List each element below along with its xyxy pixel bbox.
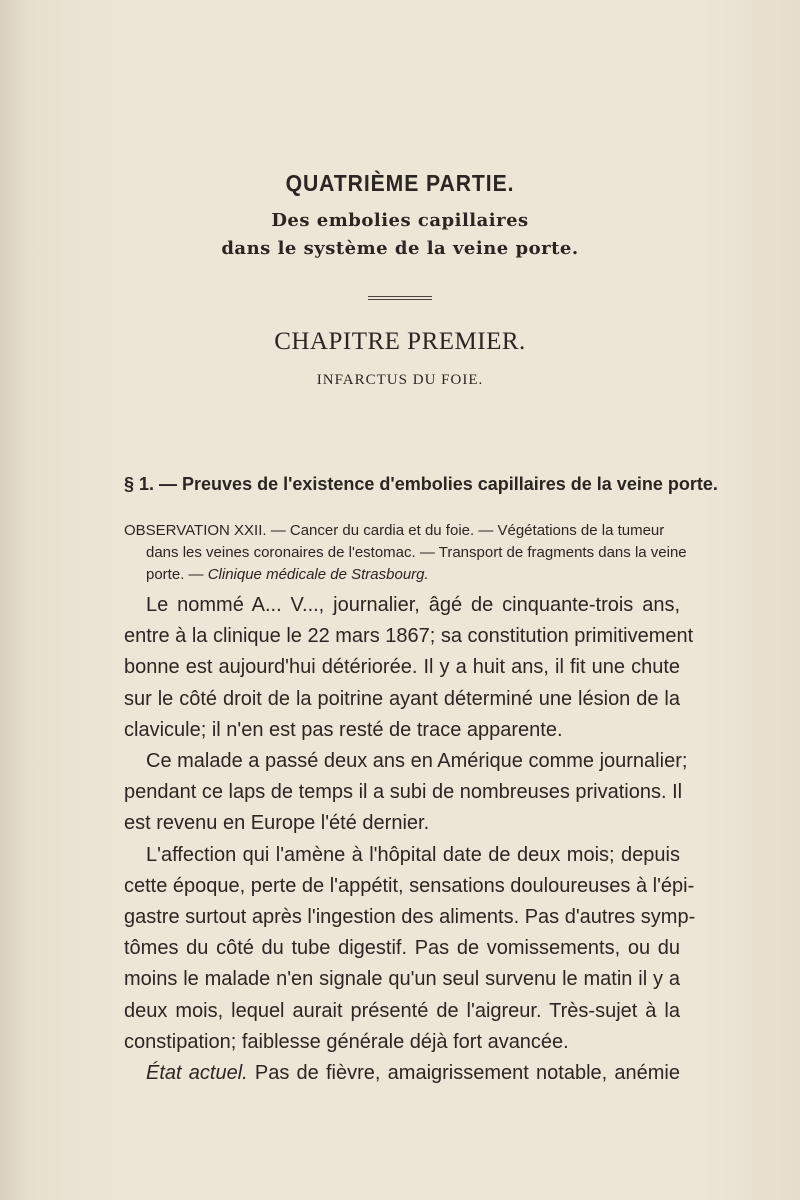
body-text: [124, 590, 696, 1089]
body-line: clavicule; il n'en est pas resté de trace apparente.: [124, 718, 563, 741]
subtitle-line-2: dans le système de la veine porte.: [221, 238, 579, 259]
observation-label: OBSERVATION XXII.: [124, 522, 267, 539]
observation-line-3-text: porte. —: [146, 566, 208, 583]
observation-source: Clinique médicale de Strasbourg.: [207, 566, 429, 583]
body-line: moins le malade n'en signale qu'un seul survenu le matin il y a: [124, 968, 680, 991]
body-line: est revenu en Europe l'été dernier.: [124, 812, 430, 835]
body-line: constipation; faiblesse générale déjà fort avancée.: [124, 1030, 569, 1053]
body-line: bonne est aujourd'hui détériorée. Il y a huit ans, il fit une chute: [124, 656, 680, 679]
observation-summary: [124, 520, 687, 586]
body-line-last-text: Pas de fièvre, amaigrissement notable, anémie: [247, 1062, 680, 1085]
body-line: cette époque, perte de l'appétit, sensations douloureuses à l'épi-: [124, 874, 695, 897]
observation-line-3: [124, 564, 684, 586]
etat-actuel-label: État actuel.: [146, 1062, 248, 1085]
body-line: L'affection qui l'amène à l'hôpital date de deux mois; depuis: [146, 843, 680, 866]
body-line-last: [124, 1058, 680, 1089]
separator-rule: [368, 296, 432, 300]
chapter-title: CHAPITRE PREMIER.: [274, 328, 526, 355]
observation-line-1-text: — Cancer du cardia et du foie. — Végétations de la tumeur: [266, 522, 665, 539]
body-line: entre à la clinique le 22 mars 1867; sa constitution primitivement: [124, 625, 694, 648]
subtitle-line-1: Des embolies capillaires: [271, 210, 529, 231]
body-line: tômes du côté du tube digestif. Pas de vomissements, ou du: [124, 937, 680, 960]
observation-line-1: [124, 520, 684, 542]
body-line: sur le côté droit de la poitrine ayant déterminé une lésion de la: [124, 687, 680, 710]
body-line: Ce malade a passé deux ans en Amérique comme journalier;: [146, 750, 688, 773]
chapter-subtitle: INFARCTUS DU FOIE.: [316, 372, 484, 388]
body-line: gastre surtout après l'ingestion des aliments. Pas d'autres symp-: [124, 906, 696, 929]
observation-line-2: dans les veines coronaires de l'estomac. — Transport de fragments dans la veine: [146, 544, 687, 561]
section-heading: § 1. — Preuves de l'existence d'embolies capillaires de la veine porte.: [124, 474, 718, 494]
part-title: QUATRIÈME PARTIE.: [285, 170, 515, 196]
body-line: deux mois, lequel aurait présenté de l'aigreur. Très-sujet à la: [124, 999, 680, 1022]
body-line: pendant ce laps de temps il a subi de nombreuses privations. Il: [124, 781, 683, 804]
body-line: Le nommé A... V..., journalier, âgé de cinquante-trois ans,: [146, 594, 680, 616]
